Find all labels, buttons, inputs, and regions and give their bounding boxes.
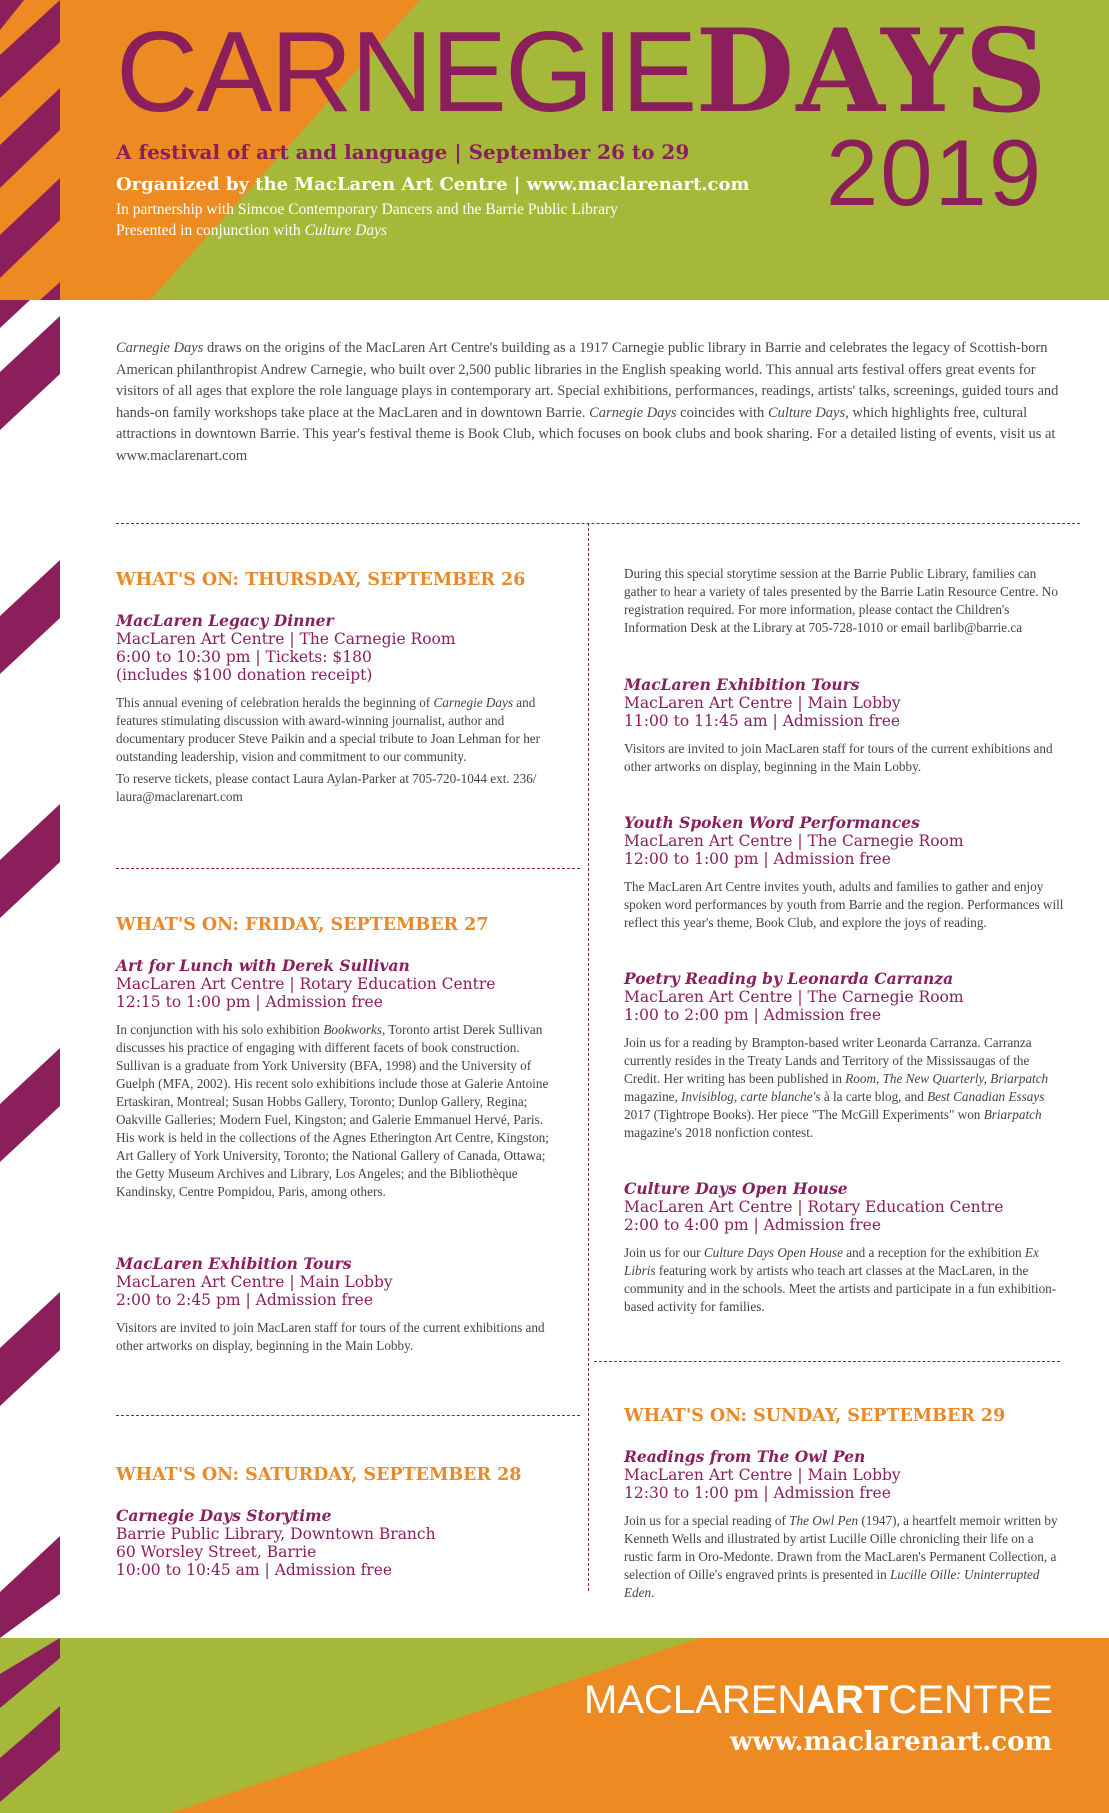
event-time: 12:30 to 1:00 pm | Admission free xyxy=(624,1484,891,1502)
footer-background xyxy=(0,1638,1109,1813)
side-stripes xyxy=(0,300,60,1638)
event-title: Youth Spoken Word Performances xyxy=(624,813,920,832)
event-description: Join us for a reading by Brampton-based writer Leonarda Carranza. Carranza currently resides in the Treaty Lands and Territory of the Mississaugas of the Credit. Her writing has been published in Room, The New Quarterly, Briarpatch magazine, Invisiblog, carte blanche's à la carte blog, and Best Canadian Essays 2017 (Tightrope Books). Her piece "The McGill Experiments" won Briarpatch magazine's 2018 nonfiction contest. xyxy=(624,1035,1049,1140)
title-carnegie: CARNEGIE xyxy=(116,9,696,136)
event-description: In conjunction with his solo exhibition Bookworks, Toronto artist Derek Sullivan discusses his practice of engaging with different facets of book construction. Sullivan is a graduate from York University (BFA, 1998) and the University of Guelph (MFA, 2002). His recent solo exhibitions include those at Galerie Antoine Ertaskiran, Montreal; Susan Hobbs Gallery, Toronto; Dunlop Gallery, Regina; Oakville Galleries; Modern Fuel, Kingston; and Galerie Emmanuel Hervé, Paris. His work is held in the collections of the Agnes Etherington Art Centre, Kingston; Art Gallery of York University, Toronto; the National Gallery of Canada, Ottawa; the Getty Museum Archives and Library, Los Angeles; and the Bibliothèque Kandinsky, Centre Pompidou, Paris, among others. xyxy=(116,1022,549,1199)
event-description: The MacLaren Art Centre invites youth, adults and families to gather and enjoy spoken word performances by youth from Barrie and the region. Performances will reflect this year's theme, Book Club, and explore the joys of reading. xyxy=(624,879,1064,930)
footer-banner xyxy=(0,1638,1109,1813)
event-owl-pen-readings xyxy=(624,1448,1064,1602)
event-exhibition-tours-friday xyxy=(116,1255,556,1355)
footer-url[interactable]: www.maclarenart.com xyxy=(730,1727,1052,1757)
festival-title xyxy=(116,4,1049,138)
event-location: MacLaren Art Centre | Rotary Education Centre xyxy=(116,975,496,993)
event-art-for-lunch xyxy=(116,957,556,1201)
event-title: MacLaren Exhibition Tours xyxy=(624,675,860,694)
presented-prefix: Presented in conjunction with xyxy=(116,222,305,239)
day-heading-saturday: WHAT'S ON: SATURDAY, SEPTEMBER 28 xyxy=(116,1465,522,1485)
presented-line xyxy=(116,220,618,241)
day-heading-thursday: WHAT'S ON: THURSDAY, SEPTEMBER 26 xyxy=(116,570,526,590)
event-exhibition-tours-saturday xyxy=(624,676,1064,776)
event-time: 1:00 to 2:00 pm | Admission free xyxy=(624,1006,882,1024)
event-time: 12:15 to 1:00 pm | Admission free xyxy=(116,993,383,1011)
event-title: Culture Days Open House xyxy=(624,1179,848,1198)
event-poetry-reading xyxy=(624,970,1064,1142)
divider xyxy=(116,523,1080,524)
event-time: 2:00 to 2:45 pm | Admission free xyxy=(116,1291,374,1309)
festival-tagline: A festival of art and language | September 26 to 29 xyxy=(116,140,690,164)
partnership-lines xyxy=(116,199,618,241)
event-description: Visitors are invited to join MacLaren staff for tours of the current exhibitions and other artworks on display, beginning in the Main Lobby. xyxy=(624,741,1053,774)
event-time: 10:00 to 10:45 am | Admission free xyxy=(116,1561,393,1579)
presented-culture-days: Culture Days xyxy=(304,222,388,239)
event-title: Readings from The Owl Pen xyxy=(624,1447,866,1466)
festival-year: 2019 xyxy=(826,120,1044,225)
day-heading-friday: WHAT'S ON: FRIDAY, SEPTEMBER 27 xyxy=(116,915,489,935)
event-title: Art for Lunch with Derek Sullivan xyxy=(116,956,410,975)
event-location: MacLaren Art Centre | The Carnegie Room xyxy=(116,630,456,648)
event-location: MacLaren Art Centre | The Carnegie Room xyxy=(624,832,964,850)
event-title: MacLaren Exhibition Tours xyxy=(116,1254,352,1273)
event-note: (includes $100 donation receipt) xyxy=(116,666,373,684)
event-location: Barrie Public Library, Downtown Branch xyxy=(116,1525,436,1543)
event-youth-spoken-word xyxy=(624,814,1064,932)
event-title: MacLaren Legacy Dinner xyxy=(116,611,334,630)
event-location: MacLaren Art Centre | The Carnegie Room xyxy=(624,988,964,1006)
event-location: MacLaren Art Centre | Main Lobby xyxy=(624,694,901,712)
event-location: MacLaren Art Centre | Main Lobby xyxy=(116,1273,393,1291)
divider xyxy=(594,1361,1060,1362)
divider xyxy=(116,868,580,869)
day-heading-sunday: WHAT'S ON: SUNDAY, SEPTEMBER 29 xyxy=(624,1406,1006,1426)
event-description: This annual evening of celebration heralds the beginning of Carnegie Days and features stimulating discussion with award-winning journalist, author and documentary producer Steve Paikin and a special tribute to Joan Lehman for her outstanding leadership, vision and commitment to our community. xyxy=(116,695,541,764)
event-title: Poetry Reading by Leonarda Carranza xyxy=(624,969,954,988)
event-address: 60 Worsley Street, Barrie xyxy=(116,1543,317,1561)
partnership-line: In partnership with Simcoe Contemporary Dancers and the Barrie Public Library xyxy=(116,201,618,218)
title-days: DAYS xyxy=(695,4,1049,138)
event-time: 12:00 to 1:00 pm | Admission free xyxy=(624,850,891,868)
event-description: Join us for a special reading of The Owl Pen (1947), a heartfelt memoir written by Kenneth Wells and illustrated by artist Lucille Oille chronicling their life on a rustic farm in Oro-Medonte. Drawn from the MacLaren's Permanent Collection, a selection of Oille's engraved prints is presented in Lucille Oille: Uninterrupted Eden. xyxy=(624,1513,1058,1600)
header-banner xyxy=(0,0,1109,300)
event-description: Join us for our Culture Days Open House and a reception for the exhibition Ex Libris featuring work by artists who teach art classes at the MacLaren, in the community and in the schools. Meet the artists and participate in a fun exhibition-based activity for families. xyxy=(624,1245,1057,1314)
intro-paragraph: Carnegie Days draws on the origins of the MacLaren Art Centre's building as a 1917 Carnegie public library in Barrie and celebrates the legacy of Scottish-born American philanthropist Andrew Carnegie, who built over 2,500 public libraries in the English speaking world. This annual arts festival offers great events for visitors of all ages that explore the role language plays in contemporary art. Special exhibitions, performances, readings, artists' talks, screenings, guided tours and hands-on family workshops take place at the MacLaren and in downtown Barrie. Carnegie Days coincides with Culture Days, which highlights free, cultural attractions in downtown Barrie. This year's festival theme is Book Club, which focuses on book clubs and book sharing. For a detailed listing of events, visit us at www.maclarenart.com xyxy=(116,340,1059,464)
event-location: MacLaren Art Centre | Rotary Education Centre xyxy=(624,1198,1004,1216)
column-divider xyxy=(588,523,589,1591)
event-time: 6:00 to 10:30 pm | Tickets: $180 xyxy=(116,648,372,666)
event-time: 2:00 to 4:00 pm | Admission free xyxy=(624,1216,882,1234)
event-location: MacLaren Art Centre | Main Lobby xyxy=(624,1466,901,1484)
event-legacy-dinner xyxy=(116,612,556,806)
event-time: 11:00 to 11:45 am | Admission free xyxy=(624,712,901,730)
event-storytime xyxy=(116,1507,556,1579)
maclaren-logo: MACLARENARTCENTRE xyxy=(584,1678,1053,1722)
storytime-description: During this special storytime session at the Barrie Public Library, families can gather to hear a variety of tales presented by the Barrie Latin Resource Centre. No registration required. For more information, please contact the Children's Information Desk at the Library at 705-728-1010 or email barlib@barrie.ca xyxy=(624,566,1058,635)
event-description: Visitors are invited to join MacLaren staff for tours of the current exhibitions and other artworks on display, beginning in the Main Lobby. xyxy=(116,1320,545,1353)
event-contact: To reserve tickets, please contact Laura Aylan-Parker at 705-720-1044 ext. 236/ laura@maclarenart.com xyxy=(116,771,537,804)
organizer-line: Organized by the MacLaren Art Centre | www.maclarenart.com xyxy=(116,174,750,195)
divider xyxy=(116,1415,580,1416)
event-open-house xyxy=(624,1180,1064,1316)
event-title: Carnegie Days Storytime xyxy=(116,1506,332,1525)
